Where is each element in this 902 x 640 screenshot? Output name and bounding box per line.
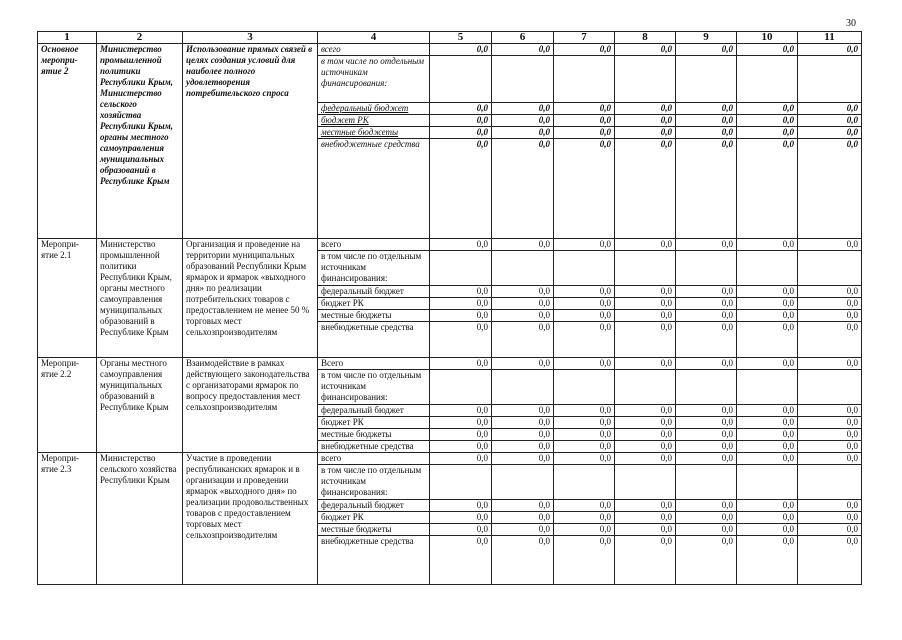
event-description-cell: Взаимодействие в рамках действующего законодательства с организаторами ярмарок по вопросу предоставления мест сельхозпроизводителям bbox=[183, 358, 318, 453]
table-row bbox=[38, 358, 862, 370]
value-cell: 0,0 bbox=[430, 298, 492, 310]
value-cell: 0,0 bbox=[676, 441, 737, 453]
value-cell: 0,0 bbox=[430, 139, 492, 239]
value-cell: 0,0 bbox=[492, 298, 554, 310]
event-description-cell: Организация и проведение на территории муниципальных образований Республики Крым ярмарок и ярмарок «выходного дня» по реализации потребительских товаров с предоставлением не менее 50 % торговых мест сельхозпроизводителям bbox=[183, 239, 318, 358]
value-cell: 0,0 bbox=[492, 286, 554, 298]
value-cell: 0,0 bbox=[554, 453, 615, 465]
value-cell: 0,0 bbox=[798, 239, 862, 251]
value-cell: 0,0 bbox=[492, 441, 554, 453]
value-cell: 0,0 bbox=[737, 239, 798, 251]
value-cell: 0,0 bbox=[615, 298, 676, 310]
value-cell: 0,0 bbox=[430, 127, 492, 139]
value-cell: 0,0 bbox=[676, 44, 737, 56]
value-cell: 0,0 bbox=[554, 358, 615, 370]
value-cell: 0,0 bbox=[492, 429, 554, 441]
value-cell: 0,0 bbox=[492, 239, 554, 251]
value-cell bbox=[737, 465, 798, 500]
header-cell: 2 bbox=[97, 32, 183, 44]
value-cell: 0,0 bbox=[554, 441, 615, 453]
value-cell: 0,0 bbox=[798, 417, 862, 429]
value-cell: 0,0 bbox=[737, 405, 798, 417]
value-cell bbox=[676, 251, 737, 286]
value-cell: 0,0 bbox=[615, 536, 676, 585]
value-cell: 0,0 bbox=[430, 44, 492, 56]
value-cell bbox=[492, 251, 554, 286]
value-cell: 0,0 bbox=[737, 524, 798, 536]
value-cell: 0,0 bbox=[430, 405, 492, 417]
value-cell: 0,0 bbox=[676, 453, 737, 465]
header-cell: 11 bbox=[798, 32, 862, 44]
value-cell: 0,0 bbox=[492, 536, 554, 585]
value-cell: 0,0 bbox=[615, 524, 676, 536]
value-cell: 0,0 bbox=[430, 358, 492, 370]
funding-source-label: всего bbox=[318, 239, 430, 251]
value-cell: 0,0 bbox=[430, 429, 492, 441]
value-cell: 0,0 bbox=[798, 298, 862, 310]
value-cell: 0,0 bbox=[798, 441, 862, 453]
value-cell: 0,0 bbox=[554, 115, 615, 127]
value-cell: 0,0 bbox=[492, 310, 554, 322]
value-cell bbox=[798, 370, 862, 405]
funding-source-label: федеральный бюджет bbox=[318, 405, 430, 417]
value-cell: 0,0 bbox=[676, 103, 737, 115]
funding-source-label: внебюджетные средства bbox=[318, 536, 430, 585]
value-cell: 0,0 bbox=[798, 429, 862, 441]
value-cell: 0,0 bbox=[737, 417, 798, 429]
value-cell bbox=[615, 465, 676, 500]
event-description-cell: Участие в проведении республиканских ярмарок и в организации и проведении ярмарок «выходного дня» по реализации продовольственных товаров с предоставлением торговых мест сельхозпроизводителям bbox=[183, 453, 318, 585]
funding-source-label: бюджет РК bbox=[318, 512, 430, 524]
value-cell: 0,0 bbox=[554, 310, 615, 322]
value-cell: 0,0 bbox=[737, 453, 798, 465]
value-cell: 0,0 bbox=[798, 103, 862, 115]
funding-source-label: всего bbox=[318, 453, 430, 465]
value-cell: 0,0 bbox=[676, 115, 737, 127]
value-cell: 0,0 bbox=[676, 536, 737, 585]
value-cell: 0,0 bbox=[798, 512, 862, 524]
value-cell: 0,0 bbox=[615, 310, 676, 322]
value-cell bbox=[492, 56, 554, 103]
value-cell: 0,0 bbox=[615, 441, 676, 453]
value-cell: 0,0 bbox=[492, 322, 554, 358]
value-cell: 0,0 bbox=[492, 127, 554, 139]
value-cell: 0,0 bbox=[676, 127, 737, 139]
value-cell: 0,0 bbox=[492, 44, 554, 56]
value-cell: 0,0 bbox=[430, 310, 492, 322]
value-cell bbox=[554, 251, 615, 286]
value-cell bbox=[737, 251, 798, 286]
value-cell bbox=[430, 251, 492, 286]
value-cell bbox=[676, 465, 737, 500]
value-cell: 0,0 bbox=[554, 127, 615, 139]
value-cell: 0,0 bbox=[676, 524, 737, 536]
header-cell: 5 bbox=[430, 32, 492, 44]
funding-source-label: внебюджетные средства bbox=[318, 322, 430, 358]
value-cell: 0,0 bbox=[798, 524, 862, 536]
header-cell: 4 bbox=[318, 32, 430, 44]
funding-source-label: федеральный бюджет bbox=[318, 500, 430, 512]
value-cell: 0,0 bbox=[676, 512, 737, 524]
header-cell: 8 bbox=[615, 32, 676, 44]
funding-source-label: местные бюджеты bbox=[318, 524, 430, 536]
value-cell: 0,0 bbox=[676, 286, 737, 298]
value-cell: 0,0 bbox=[492, 103, 554, 115]
value-cell: 0,0 bbox=[430, 512, 492, 524]
value-cell: 0,0 bbox=[676, 298, 737, 310]
value-cell: 0,0 bbox=[676, 322, 737, 358]
value-cell: 0,0 bbox=[615, 500, 676, 512]
value-cell: 0,0 bbox=[798, 500, 862, 512]
header-row bbox=[38, 32, 862, 44]
value-cell: 0,0 bbox=[798, 536, 862, 585]
value-cell: 0,0 bbox=[615, 127, 676, 139]
page-number: 30 bbox=[846, 18, 856, 29]
value-cell: 0,0 bbox=[430, 286, 492, 298]
value-cell: 0,0 bbox=[737, 139, 798, 239]
funding-source-label: бюджет РК bbox=[318, 417, 430, 429]
value-cell: 0,0 bbox=[430, 417, 492, 429]
funding-source-label: Всего bbox=[318, 358, 430, 370]
value-cell: 0,0 bbox=[492, 115, 554, 127]
funding-source-label: внебюджетные средства bbox=[318, 139, 430, 239]
header-cell: 6 bbox=[492, 32, 554, 44]
value-cell bbox=[676, 56, 737, 103]
funding-source-label: бюджет РК bbox=[318, 115, 430, 127]
value-cell bbox=[554, 370, 615, 405]
value-cell: 0,0 bbox=[798, 127, 862, 139]
value-cell bbox=[737, 56, 798, 103]
value-cell: 0,0 bbox=[737, 310, 798, 322]
value-cell: 0,0 bbox=[430, 322, 492, 358]
value-cell: 0,0 bbox=[676, 139, 737, 239]
value-cell: 0,0 bbox=[492, 417, 554, 429]
value-cell: 0,0 bbox=[492, 405, 554, 417]
value-cell bbox=[430, 56, 492, 103]
financing-table bbox=[37, 31, 862, 585]
table-row bbox=[38, 44, 862, 56]
value-cell: 0,0 bbox=[737, 429, 798, 441]
value-cell: 0,0 bbox=[737, 500, 798, 512]
value-cell: 0,0 bbox=[676, 358, 737, 370]
value-cell: 0,0 bbox=[430, 103, 492, 115]
funding-source-label: местные бюджеты bbox=[318, 429, 430, 441]
executor-cell: Министерство промышленной политики Республики Крым, Министерство сельского хозяйства Республики Крым, органы местного самоуправления муниципальных образований в Республике Крым bbox=[97, 44, 183, 239]
value-cell: 0,0 bbox=[676, 310, 737, 322]
value-cell: 0,0 bbox=[737, 512, 798, 524]
value-cell: 0,0 bbox=[554, 139, 615, 239]
value-cell bbox=[676, 370, 737, 405]
value-cell: 0,0 bbox=[737, 103, 798, 115]
value-cell: 0,0 bbox=[798, 286, 862, 298]
table-body bbox=[38, 44, 862, 585]
value-cell: 0,0 bbox=[430, 524, 492, 536]
value-cell: 0,0 bbox=[554, 239, 615, 251]
value-cell: 0,0 bbox=[554, 298, 615, 310]
value-cell: 0,0 bbox=[615, 417, 676, 429]
funding-source-label: в том числе по отдельным источникам финансирования: bbox=[318, 465, 430, 500]
value-cell: 0,0 bbox=[430, 115, 492, 127]
value-cell: 0,0 bbox=[492, 139, 554, 239]
value-cell: 0,0 bbox=[554, 322, 615, 358]
value-cell: 0,0 bbox=[676, 500, 737, 512]
value-cell: 0,0 bbox=[554, 44, 615, 56]
event-description-cell: Использование прямых связей в целях создания условий для наиболее полного удовлетворения потребительского спроса bbox=[183, 44, 318, 239]
funding-source-label: всего bbox=[318, 44, 430, 56]
value-cell: 0,0 bbox=[798, 115, 862, 127]
value-cell: 0,0 bbox=[737, 536, 798, 585]
value-cell: 0,0 bbox=[492, 358, 554, 370]
value-cell: 0,0 bbox=[615, 239, 676, 251]
funding-source-label: в том числе по отдельным источникам финансирования: bbox=[318, 56, 430, 103]
value-cell: 0,0 bbox=[615, 322, 676, 358]
executor-cell: Органы местного самоуправления муниципальных образований в Республике Крым bbox=[97, 358, 183, 453]
value-cell bbox=[615, 56, 676, 103]
funding-source-label: внебюджетные средства bbox=[318, 441, 430, 453]
value-cell: 0,0 bbox=[430, 441, 492, 453]
event-code-cell: Меропри-ятие 2.2 bbox=[38, 358, 97, 453]
value-cell: 0,0 bbox=[492, 512, 554, 524]
value-cell bbox=[554, 56, 615, 103]
value-cell: 0,0 bbox=[737, 127, 798, 139]
value-cell: 0,0 bbox=[554, 103, 615, 115]
value-cell bbox=[798, 56, 862, 103]
funding-source-label: в том числе по отдельным источникам финансирования: bbox=[318, 370, 430, 405]
value-cell: 0,0 bbox=[737, 115, 798, 127]
executor-cell: Министерство сельского хозяйства Республики Крым bbox=[97, 453, 183, 585]
value-cell: 0,0 bbox=[430, 239, 492, 251]
header-cell: 7 bbox=[554, 32, 615, 44]
event-code-cell: Основное меропри-ятие 2 bbox=[38, 44, 97, 239]
table-row bbox=[38, 239, 862, 251]
value-cell: 0,0 bbox=[554, 536, 615, 585]
value-cell bbox=[430, 465, 492, 500]
value-cell bbox=[737, 370, 798, 405]
value-cell: 0,0 bbox=[615, 429, 676, 441]
header-cell: 3 bbox=[183, 32, 318, 44]
value-cell: 0,0 bbox=[737, 286, 798, 298]
value-cell: 0,0 bbox=[615, 512, 676, 524]
header-cell: 10 bbox=[737, 32, 798, 44]
value-cell: 0,0 bbox=[676, 239, 737, 251]
value-cell: 0,0 bbox=[798, 44, 862, 56]
value-cell bbox=[798, 251, 862, 286]
value-cell: 0,0 bbox=[430, 500, 492, 512]
value-cell bbox=[615, 251, 676, 286]
value-cell: 0,0 bbox=[615, 405, 676, 417]
value-cell: 0,0 bbox=[615, 44, 676, 56]
value-cell: 0,0 bbox=[492, 500, 554, 512]
table-row bbox=[38, 453, 862, 465]
funding-source-label: бюджет РК bbox=[318, 298, 430, 310]
value-cell: 0,0 bbox=[615, 286, 676, 298]
value-cell bbox=[554, 465, 615, 500]
value-cell: 0,0 bbox=[798, 405, 862, 417]
value-cell: 0,0 bbox=[615, 115, 676, 127]
value-cell: 0,0 bbox=[492, 453, 554, 465]
value-cell: 0,0 bbox=[798, 358, 862, 370]
header-cell: 1 bbox=[38, 32, 97, 44]
value-cell: 0,0 bbox=[676, 405, 737, 417]
value-cell bbox=[492, 370, 554, 405]
funding-source-label: в том числе по отдельным источникам финансирования: bbox=[318, 251, 430, 286]
value-cell: 0,0 bbox=[798, 139, 862, 239]
value-cell: 0,0 bbox=[798, 453, 862, 465]
value-cell: 0,0 bbox=[737, 358, 798, 370]
value-cell: 0,0 bbox=[430, 536, 492, 585]
value-cell: 0,0 bbox=[615, 453, 676, 465]
value-cell: 0,0 bbox=[615, 103, 676, 115]
funding-source-label: федеральный бюджет bbox=[318, 286, 430, 298]
value-cell: 0,0 bbox=[554, 524, 615, 536]
value-cell bbox=[492, 465, 554, 500]
value-cell: 0,0 bbox=[615, 358, 676, 370]
event-code-cell: Меропри-ятие 2.1 bbox=[38, 239, 97, 358]
value-cell: 0,0 bbox=[554, 429, 615, 441]
value-cell: 0,0 bbox=[430, 453, 492, 465]
value-cell: 0,0 bbox=[737, 44, 798, 56]
value-cell: 0,0 bbox=[554, 500, 615, 512]
value-cell: 0,0 bbox=[492, 524, 554, 536]
funding-source-label: федеральный бюджет bbox=[318, 103, 430, 115]
value-cell: 0,0 bbox=[615, 139, 676, 239]
value-cell: 0,0 bbox=[737, 441, 798, 453]
value-cell: 0,0 bbox=[676, 429, 737, 441]
value-cell: 0,0 bbox=[737, 298, 798, 310]
value-cell bbox=[615, 370, 676, 405]
value-cell: 0,0 bbox=[737, 322, 798, 358]
value-cell: 0,0 bbox=[554, 512, 615, 524]
funding-source-label: местные бюджеты bbox=[318, 310, 430, 322]
value-cell: 0,0 bbox=[554, 405, 615, 417]
executor-cell: Министерство промышленной политики Республики Крым, органы местного самоуправления муниципальных образований в Республике Крым bbox=[97, 239, 183, 358]
funding-source-label: местные бюджеты bbox=[318, 127, 430, 139]
value-cell: 0,0 bbox=[554, 286, 615, 298]
value-cell: 0,0 bbox=[798, 310, 862, 322]
value-cell bbox=[798, 465, 862, 500]
value-cell: 0,0 bbox=[798, 322, 862, 358]
value-cell: 0,0 bbox=[554, 417, 615, 429]
event-code-cell: Меропри-ятие 2.3 bbox=[38, 453, 97, 585]
value-cell: 0,0 bbox=[676, 417, 737, 429]
value-cell bbox=[430, 370, 492, 405]
header-cell: 9 bbox=[676, 32, 737, 44]
